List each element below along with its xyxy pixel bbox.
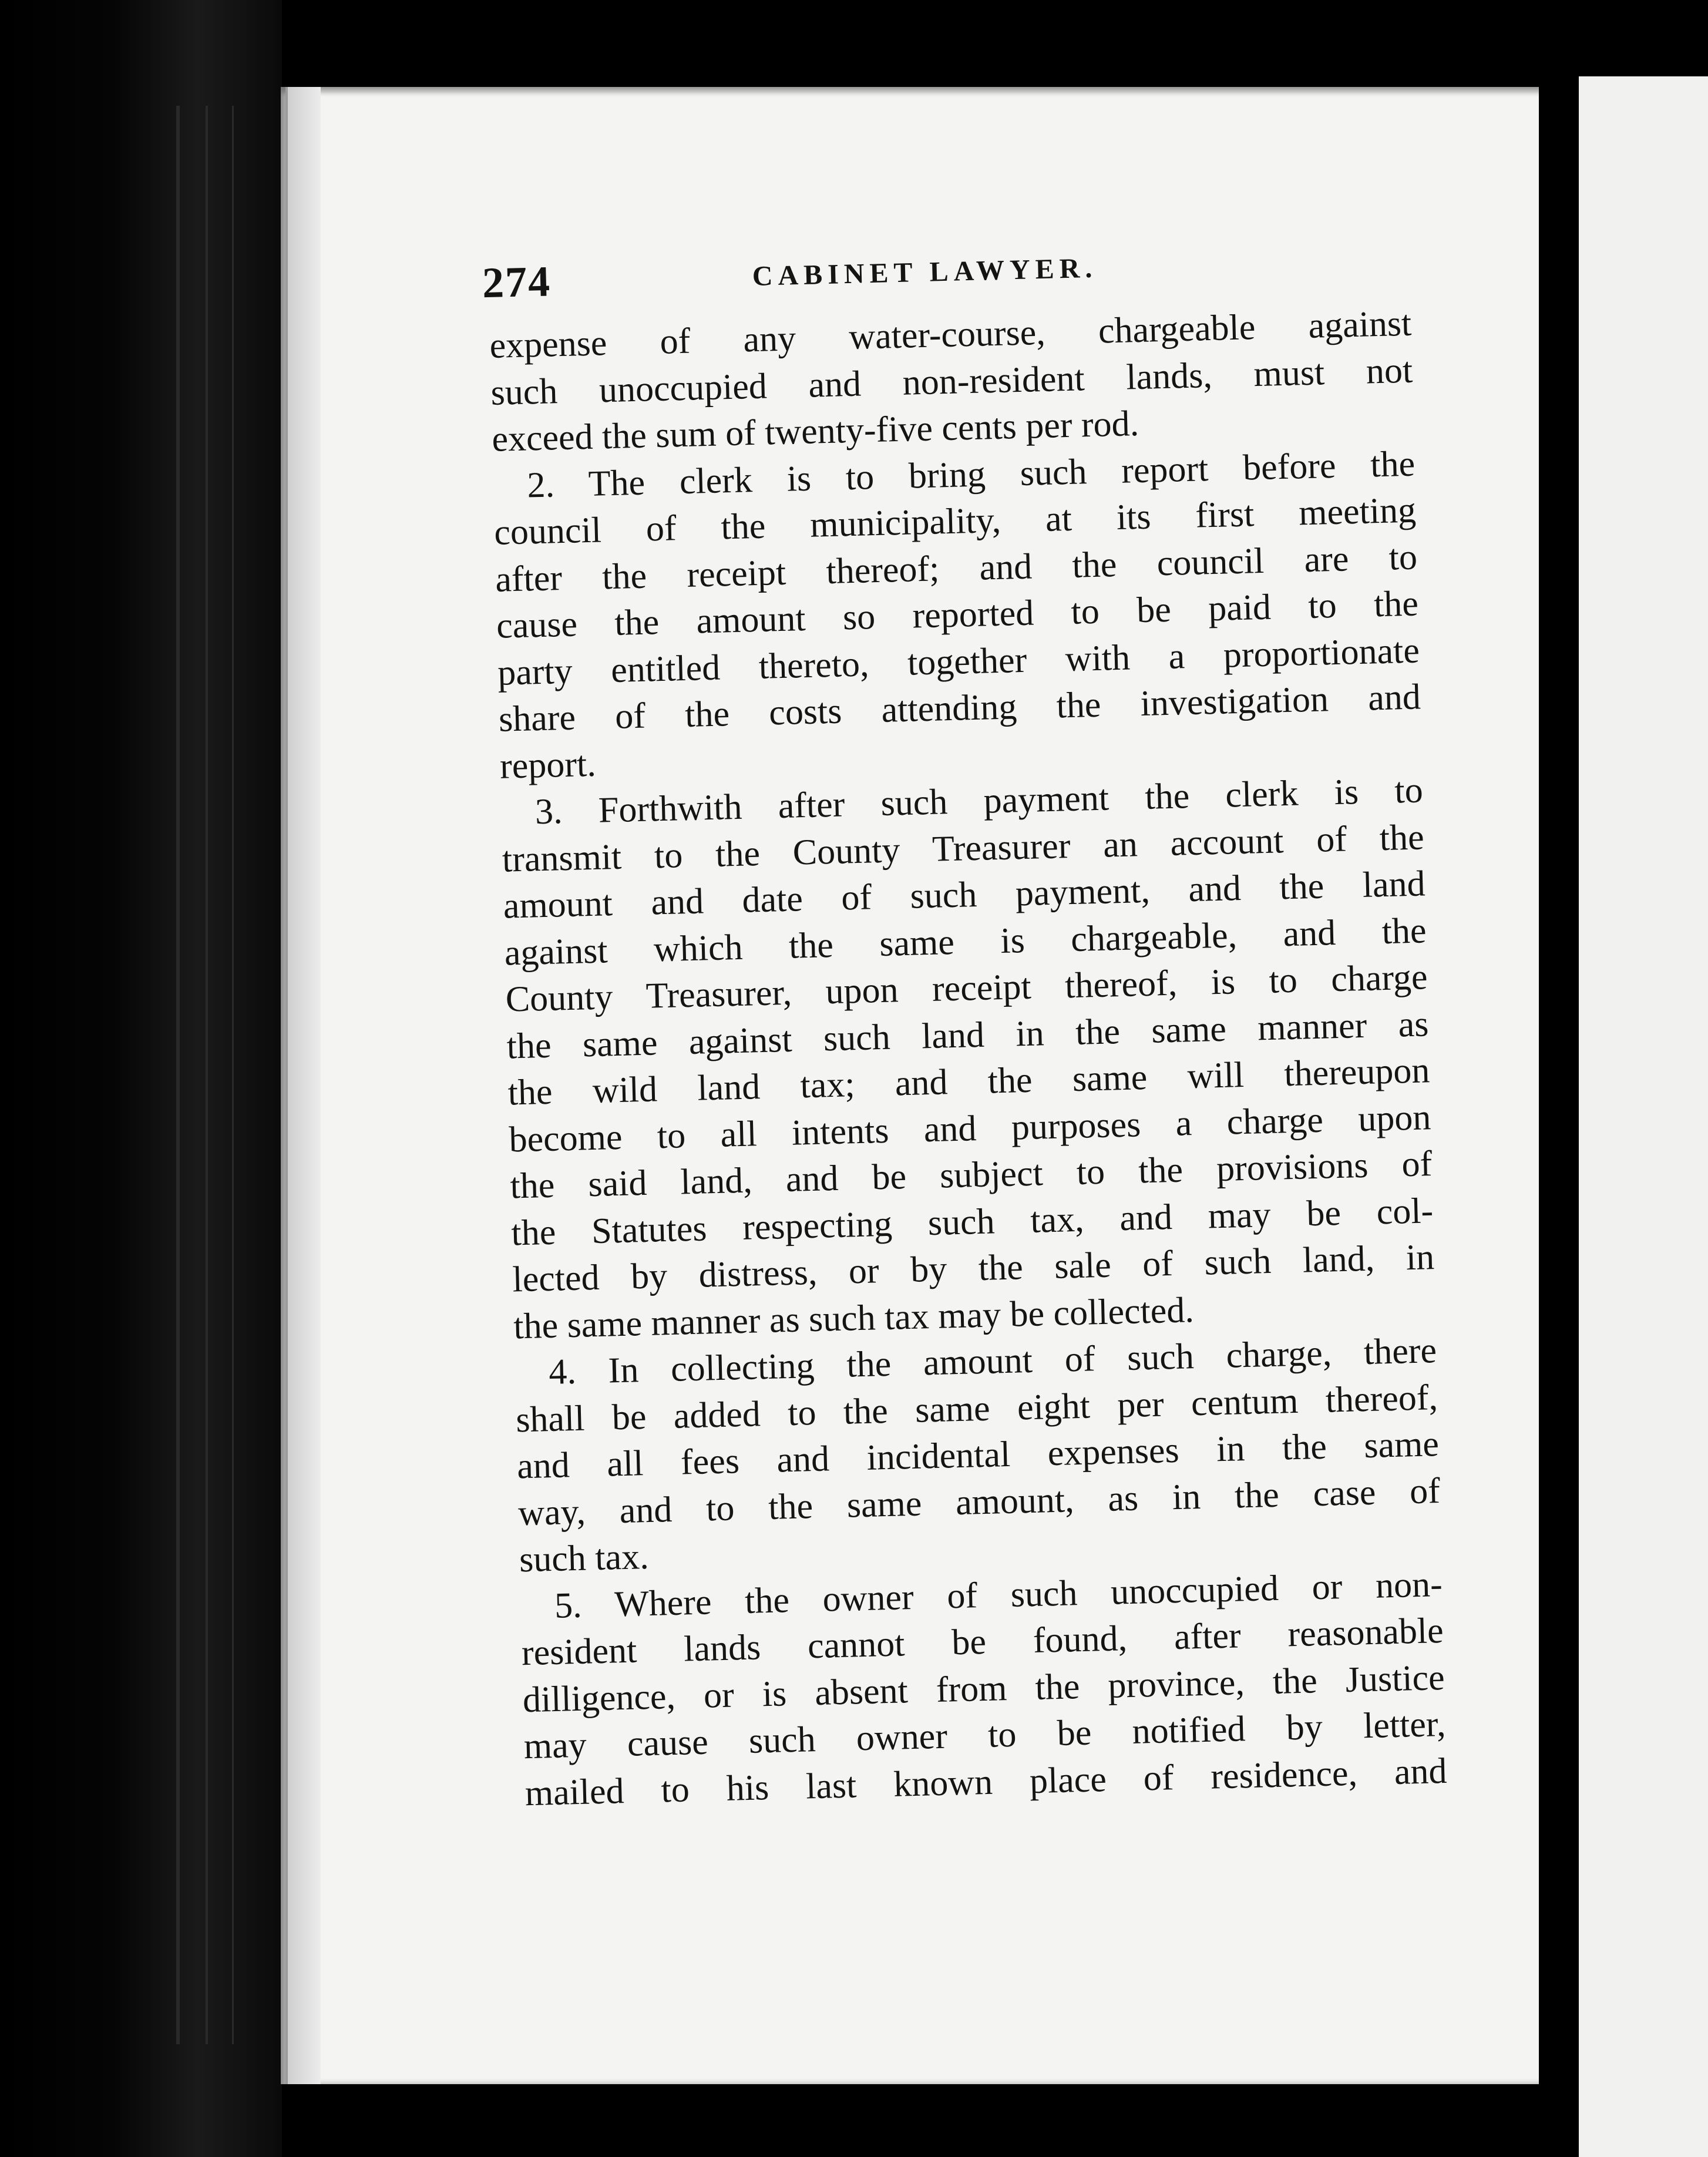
text-line: the same against such land in the same manner as	[506, 1003, 1430, 1067]
page-content	[482, 236, 1448, 1817]
text-line: expense of any water-course, chargeable against	[489, 303, 1413, 366]
text-line: the said land, and be subject to the provisions of	[509, 1144, 1433, 1207]
text-line: and all fees and incidental expenses in the same	[516, 1424, 1440, 1487]
text-line: such unoccupied and non-resident lands, must not	[490, 350, 1413, 413]
spine-shadow-line	[232, 106, 234, 2044]
text-line: 3. Forthwith after such payment the clerk is to	[534, 770, 1424, 832]
facing-page-edge	[1579, 76, 1708, 2157]
text-line: lected by distress, or by the sale of such land, in	[512, 1237, 1435, 1300]
text-line: dilligence, or is absent from the province, the Justice	[522, 1657, 1445, 1720]
text-line: after the receipt thereof; and the council are to	[495, 536, 1418, 600]
text-line: may cause such owner to be notified by letter,	[523, 1704, 1447, 1767]
page-number: 274	[482, 257, 552, 308]
page-gutter	[1539, 82, 1579, 2157]
text-line: such tax.	[519, 1536, 650, 1580]
text-line: share of the costs attending the investigation and	[498, 677, 1421, 740]
text-line: become to all intents and purposes a charge upon	[508, 1097, 1432, 1160]
text-line: report.	[499, 744, 597, 787]
text-line: mailed to his last known place of residence, and	[524, 1751, 1448, 1813]
text-line: shall be added to the same eight per centum thereof,	[515, 1377, 1438, 1440]
spine-shadow-line	[176, 106, 180, 2044]
text-line: County Treasurer, upon receipt thereof, is to charge	[505, 957, 1428, 1020]
text-line: 5. Where the owner of such unoccupied or non-	[554, 1564, 1443, 1626]
text-line: 4. In collecting the amount of such charge, there	[548, 1331, 1437, 1393]
text-line: 2. The clerk is to bring such report before the	[526, 444, 1416, 505]
text-line: resident lands cannot be found, after reasonable	[521, 1610, 1444, 1674]
spine-shadow-line	[206, 106, 208, 2044]
body-text	[489, 301, 1448, 1817]
text-line: cause the amount so reported to be paid to the	[496, 583, 1419, 646]
running-title: CABINET LAWYER.	[752, 252, 1098, 292]
text-line: amount and date of such payment, and the land	[503, 864, 1426, 926]
page-edge-shadow	[285, 87, 321, 2084]
text-line: transmit to the County Treasurer an account of the	[502, 817, 1425, 880]
book-spine	[0, 0, 282, 2157]
text-line: the wild land tax; and the same will thereupon	[507, 1050, 1431, 1113]
text-line: council of the municipality, at its first meeting	[493, 490, 1417, 553]
text-line: party entitled thereto, together with a proportionate	[497, 630, 1420, 693]
text-line: exceed the sum of twenty-five cents per rod.	[491, 403, 1139, 459]
text-line: way, and to the same amount, as in the case of	[517, 1470, 1441, 1533]
text-line: the same manner as such tax may be collected.	[513, 1289, 1195, 1346]
text-line: the Statutes respecting such tax, and may be col-	[510, 1190, 1434, 1253]
text-line: against which the same is chargeable, and the	[504, 910, 1427, 973]
